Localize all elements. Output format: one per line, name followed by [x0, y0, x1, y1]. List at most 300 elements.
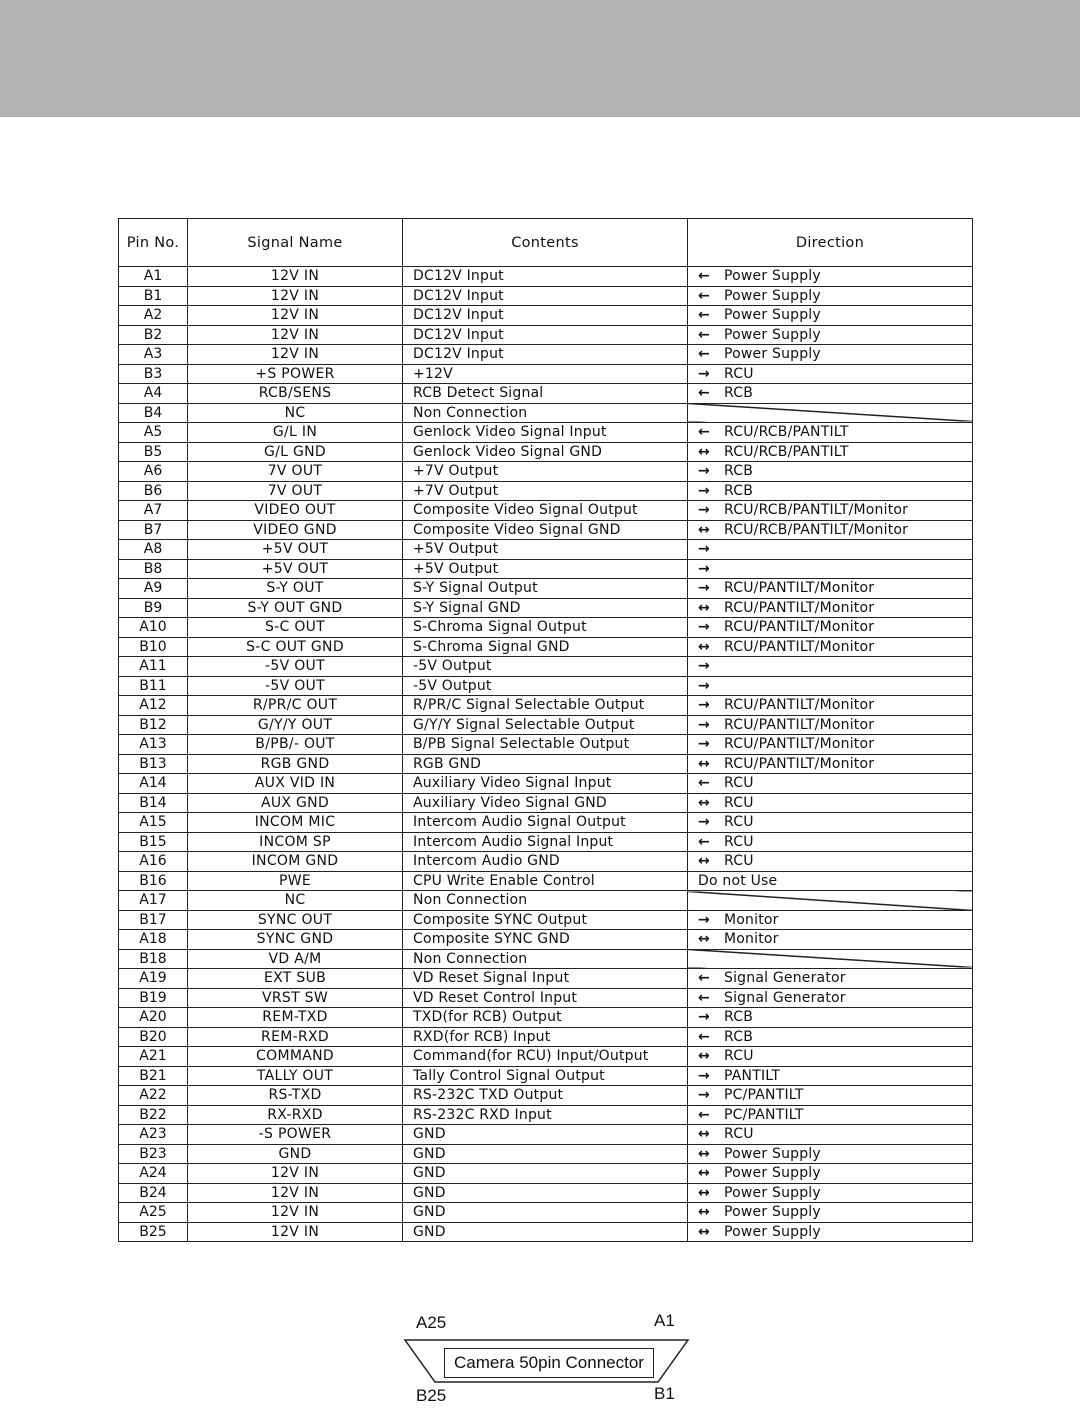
- direction-arrow-icon: ↔: [698, 1145, 710, 1162]
- direction-cell: [688, 1008, 973, 1028]
- pin-cell: A2: [119, 306, 188, 326]
- table-row: [119, 1183, 973, 1203]
- direction-target: RCU: [724, 833, 754, 850]
- signal-name-cell: +5V OUT: [188, 559, 403, 579]
- connector-label-b25: B25: [416, 1386, 447, 1405]
- table-row: [119, 306, 973, 326]
- direction-cell: [688, 852, 973, 872]
- direction-target: RCU: [724, 853, 754, 870]
- header-contents: Contents: [403, 219, 688, 267]
- signal-name-cell: SYNC GND: [188, 930, 403, 950]
- table-row: [119, 930, 973, 950]
- table-row: [119, 910, 973, 930]
- direction-arrow-icon: ←: [698, 326, 710, 343]
- table-row: [119, 852, 973, 872]
- direction-cell: [688, 988, 973, 1008]
- table-row: [119, 423, 973, 443]
- contents-cell: GND: [403, 1183, 688, 1203]
- direction-cell: [688, 325, 973, 345]
- pin-cell: A16: [119, 852, 188, 872]
- direction-cell: [688, 520, 973, 540]
- direction-arrow-icon: ←: [698, 268, 710, 285]
- signal-name-cell: 12V IN: [188, 286, 403, 306]
- contents-cell: GND: [403, 1222, 688, 1242]
- table-header-row: [119, 219, 973, 267]
- signal-name-cell: 12V IN: [188, 267, 403, 287]
- signal-name-cell: INCOM SP: [188, 832, 403, 852]
- table-row: [119, 384, 973, 404]
- table-row: [119, 559, 973, 579]
- pin-cell: B4: [119, 403, 188, 423]
- table-row: [119, 540, 973, 560]
- pin-cell: A21: [119, 1047, 188, 1067]
- direction-cell: [688, 1105, 973, 1125]
- contents-cell: GND: [403, 1164, 688, 1184]
- direction-cell: [688, 657, 973, 677]
- table-row: [119, 481, 973, 501]
- direction-arrow-icon: →: [698, 580, 710, 597]
- pin-cell: B11: [119, 676, 188, 696]
- table-row: [119, 1047, 973, 1067]
- signal-name-cell: SYNC OUT: [188, 910, 403, 930]
- contents-cell: +5V Output: [403, 540, 688, 560]
- signal-name-cell: VD A/M: [188, 949, 403, 969]
- pin-cell: A15: [119, 813, 188, 833]
- signal-name-cell: 12V IN: [188, 1203, 403, 1223]
- table-row: [119, 403, 973, 423]
- direction-cell: [688, 774, 973, 794]
- signal-name-cell: NC: [188, 403, 403, 423]
- signal-name-cell: G/L GND: [188, 442, 403, 462]
- table-row: [119, 774, 973, 794]
- table-row: [119, 1008, 973, 1028]
- pin-cell: B5: [119, 442, 188, 462]
- pin-cell: A3: [119, 345, 188, 365]
- pin-cell: A4: [119, 384, 188, 404]
- direction-cell: [688, 891, 973, 911]
- pin-cell: B15: [119, 832, 188, 852]
- direction-target: Power Supply: [724, 1204, 821, 1221]
- contents-cell: Composite Video Signal GND: [403, 520, 688, 540]
- direction-cell: [688, 598, 973, 618]
- direction-arrow-icon: →: [698, 814, 710, 831]
- direction-cell: [688, 442, 973, 462]
- pin-table-body: [119, 267, 973, 1242]
- direction-target: RCU/RCB/PANTILT/Monitor: [724, 502, 909, 519]
- connector-label-b1: B1: [654, 1384, 675, 1403]
- direction-target: PANTILT: [724, 1067, 781, 1084]
- contents-cell: Auxiliary Video Signal GND: [403, 793, 688, 813]
- table-row: [119, 871, 973, 891]
- direction-target: Do not Use: [698, 872, 778, 889]
- direction-target: Monitor: [724, 911, 779, 928]
- direction-arrow-icon: ↔: [698, 599, 710, 616]
- pin-cell: B7: [119, 520, 188, 540]
- contents-cell: RCB Detect Signal: [403, 384, 688, 404]
- pin-cell: A25: [119, 1203, 188, 1223]
- direction-cell: [688, 345, 973, 365]
- contents-cell: DC12V Input: [403, 345, 688, 365]
- contents-cell: Intercom Audio GND: [403, 852, 688, 872]
- signal-name-cell: AUX GND: [188, 793, 403, 813]
- direction-target: Power Supply: [724, 1223, 821, 1240]
- contents-cell: Composite Video Signal Output: [403, 501, 688, 521]
- direction-target: PC/PANTILT: [724, 1087, 804, 1104]
- pin-cell: A7: [119, 501, 188, 521]
- table-row: [119, 1144, 973, 1164]
- contents-cell: Genlock Video Signal GND: [403, 442, 688, 462]
- direction-cell: [688, 735, 973, 755]
- contents-cell: S-Y Signal GND: [403, 598, 688, 618]
- contents-cell: RS-232C RXD Input: [403, 1105, 688, 1125]
- table-row: [119, 598, 973, 618]
- contents-cell: Genlock Video Signal Input: [403, 423, 688, 443]
- contents-cell: DC12V Input: [403, 306, 688, 326]
- contents-cell: +7V Output: [403, 481, 688, 501]
- pin-cell: A10: [119, 618, 188, 638]
- pin-cell: B20: [119, 1027, 188, 1047]
- direction-cell: [688, 1144, 973, 1164]
- direction-cell: [688, 267, 973, 287]
- direction-cell: [688, 579, 973, 599]
- pin-cell: B9: [119, 598, 188, 618]
- signal-name-cell: RGB GND: [188, 754, 403, 774]
- direction-cell: [688, 1086, 973, 1106]
- pin-cell: A22: [119, 1086, 188, 1106]
- contents-cell: Non Connection: [403, 403, 688, 423]
- table-row: [119, 696, 973, 716]
- table-row: [119, 286, 973, 306]
- direction-target: RCU: [724, 365, 754, 382]
- contents-cell: S-Y Signal Output: [403, 579, 688, 599]
- table-row: [119, 969, 973, 989]
- pin-cell: B3: [119, 364, 188, 384]
- pin-cell: B12: [119, 715, 188, 735]
- signal-name-cell: 12V IN: [188, 1164, 403, 1184]
- direction-arrow-icon: ←: [698, 833, 710, 850]
- direction-arrow-icon: ↔: [698, 1223, 710, 1240]
- direction-arrow-icon: ←: [698, 287, 710, 304]
- direction-arrow-icon: →: [698, 365, 710, 382]
- pin-cell: A23: [119, 1125, 188, 1145]
- direction-target: Power Supply: [724, 346, 821, 363]
- pin-cell: A11: [119, 657, 188, 677]
- direction-target: Power Supply: [724, 1165, 821, 1182]
- direction-target: Power Supply: [724, 287, 821, 304]
- direction-cell: [688, 1047, 973, 1067]
- direction-arrow-icon: ←: [698, 775, 710, 792]
- table-row: [119, 442, 973, 462]
- connector-title: Camera 50pin Connector: [444, 1348, 654, 1378]
- table-row: [119, 813, 973, 833]
- contents-cell: S-Chroma Signal GND: [403, 637, 688, 657]
- table-row: [119, 325, 973, 345]
- pin-cell: B6: [119, 481, 188, 501]
- direction-cell: [688, 696, 973, 716]
- signal-name-cell: S-Y OUT GND: [188, 598, 403, 618]
- table-row: [119, 715, 973, 735]
- table-row: [119, 364, 973, 384]
- signal-name-cell: 12V IN: [188, 1183, 403, 1203]
- table-row: [119, 657, 973, 677]
- pin-cell: B22: [119, 1105, 188, 1125]
- signal-name-cell: G/L IN: [188, 423, 403, 443]
- table-row: [119, 618, 973, 638]
- direction-cell: [688, 910, 973, 930]
- direction-arrow-icon: ↔: [698, 1048, 710, 1065]
- table-row: [119, 988, 973, 1008]
- pin-cell: B14: [119, 793, 188, 813]
- direction-cell: [688, 1203, 973, 1223]
- table-row: [119, 1066, 973, 1086]
- signal-name-cell: VIDEO OUT: [188, 501, 403, 521]
- signal-name-cell: RX-RXD: [188, 1105, 403, 1125]
- direction-cell: [688, 1066, 973, 1086]
- contents-cell: Tally Control Signal Output: [403, 1066, 688, 1086]
- direction-target: RCU/PANTILT/Monitor: [724, 697, 875, 714]
- contents-cell: Auxiliary Video Signal Input: [403, 774, 688, 794]
- direction-arrow-icon: ←: [698, 989, 710, 1006]
- direction-arrow-icon: ↔: [698, 794, 710, 811]
- direction-target: RCB: [724, 385, 754, 402]
- signal-name-cell: +5V OUT: [188, 540, 403, 560]
- contents-cell: GND: [403, 1125, 688, 1145]
- table-row: [119, 1105, 973, 1125]
- contents-cell: RXD(for RCB) Input: [403, 1027, 688, 1047]
- table-row: [119, 1086, 973, 1106]
- direction-arrow-icon: ↔: [698, 853, 710, 870]
- direction-arrow-icon: ↔: [698, 521, 710, 538]
- direction-target: RCU/PANTILT/Monitor: [724, 716, 875, 733]
- connector-label-a1: A1: [654, 1311, 675, 1330]
- direction-cell: [688, 793, 973, 813]
- direction-arrow-icon: →: [698, 697, 710, 714]
- pin-cell: B8: [119, 559, 188, 579]
- contents-cell: +7V Output: [403, 462, 688, 482]
- pin-cell: A14: [119, 774, 188, 794]
- direction-arrow-icon: ↔: [698, 1126, 710, 1143]
- pin-assignment-table: [118, 218, 973, 1242]
- direction-target: RCU: [724, 1126, 754, 1143]
- direction-cell: [688, 403, 973, 423]
- direction-cell: [688, 715, 973, 735]
- direction-cell: [688, 754, 973, 774]
- direction-cell: [688, 423, 973, 443]
- table-row: [119, 676, 973, 696]
- direction-arrow-icon: ←: [698, 346, 710, 363]
- header-direction: Direction: [688, 219, 973, 267]
- contents-cell: R/PR/C Signal Selectable Output: [403, 696, 688, 716]
- contents-cell: S-Chroma Signal Output: [403, 618, 688, 638]
- direction-arrow-icon: →: [698, 736, 710, 753]
- pin-cell: A5: [119, 423, 188, 443]
- signal-name-cell: 12V IN: [188, 325, 403, 345]
- direction-arrow-icon: →: [698, 911, 710, 928]
- direction-cell: [688, 540, 973, 560]
- signal-name-cell: VRST SW: [188, 988, 403, 1008]
- contents-cell: VD Reset Control Input: [403, 988, 688, 1008]
- direction-cell: [688, 1164, 973, 1184]
- direction-arrow-icon: ←: [698, 1106, 710, 1123]
- pin-cell: A13: [119, 735, 188, 755]
- contents-cell: RS-232C TXD Output: [403, 1086, 688, 1106]
- pin-cell: B17: [119, 910, 188, 930]
- direction-cell: [688, 949, 973, 969]
- direction-arrow-icon: ←: [698, 307, 710, 324]
- signal-name-cell: PWE: [188, 871, 403, 891]
- direction-arrow-icon: →: [698, 541, 710, 558]
- connector-diagram: [400, 1305, 700, 1415]
- direction-target: Power Supply: [724, 1184, 821, 1201]
- pin-cell: B24: [119, 1183, 188, 1203]
- direction-cell: [688, 364, 973, 384]
- direction-arrow-icon: ↔: [698, 638, 710, 655]
- table-row: [119, 1203, 973, 1223]
- contents-cell: TXD(for RCB) Output: [403, 1008, 688, 1028]
- signal-name-cell: RS-TXD: [188, 1086, 403, 1106]
- direction-target: RCB: [724, 463, 754, 480]
- direction-target: RCU/PANTILT/Monitor: [724, 736, 875, 753]
- table-row: [119, 754, 973, 774]
- direction-arrow-icon: ←: [698, 1028, 710, 1045]
- contents-cell: Intercom Audio Signal Output: [403, 813, 688, 833]
- direction-cell: [688, 286, 973, 306]
- contents-cell: VD Reset Signal Input: [403, 969, 688, 989]
- direction-arrow-icon: ↔: [698, 931, 710, 948]
- direction-arrow-icon: →: [698, 716, 710, 733]
- signal-name-cell: COMMAND: [188, 1047, 403, 1067]
- pin-cell: B25: [119, 1222, 188, 1242]
- pin-cell: B2: [119, 325, 188, 345]
- direction-cell: [688, 676, 973, 696]
- direction-arrow-icon: →: [698, 560, 710, 577]
- direction-arrow-icon: ↔: [698, 1165, 710, 1182]
- direction-arrow-icon: →: [698, 658, 710, 675]
- contents-cell: Non Connection: [403, 949, 688, 969]
- contents-cell: B/PB Signal Selectable Output: [403, 735, 688, 755]
- pin-cell: A9: [119, 579, 188, 599]
- direction-target: RCU/PANTILT/Monitor: [724, 755, 875, 772]
- direction-cell: [688, 832, 973, 852]
- pin-cell: B16: [119, 871, 188, 891]
- direction-target: RCU: [724, 1048, 754, 1065]
- pin-cell: A12: [119, 696, 188, 716]
- table-row: [119, 1027, 973, 1047]
- direction-arrow-icon: →: [698, 482, 710, 499]
- header-signal-name: Signal Name: [188, 219, 403, 267]
- direction-target: RCU/RCB/PANTILT: [724, 424, 849, 441]
- direction-arrow-icon: ←: [698, 385, 710, 402]
- direction-arrow-icon: ←: [698, 424, 710, 441]
- pin-cell: A24: [119, 1164, 188, 1184]
- direction-cell: [688, 1183, 973, 1203]
- signal-name-cell: INCOM GND: [188, 852, 403, 872]
- contents-cell: +5V Output: [403, 559, 688, 579]
- pin-cell: A20: [119, 1008, 188, 1028]
- direction-cell: [688, 637, 973, 657]
- contents-cell: Command(for RCU) Input/Output: [403, 1047, 688, 1067]
- direction-target: RCU/RCB/PANTILT/Monitor: [724, 521, 909, 538]
- contents-cell: DC12V Input: [403, 286, 688, 306]
- table-row: [119, 579, 973, 599]
- signal-name-cell: -5V OUT: [188, 676, 403, 696]
- direction-target: RCU/PANTILT/Monitor: [724, 599, 875, 616]
- signal-name-cell: NC: [188, 891, 403, 911]
- direction-arrow-icon: ↔: [698, 1184, 710, 1201]
- pin-cell: A18: [119, 930, 188, 950]
- table-row: [119, 345, 973, 365]
- signal-name-cell: S-C OUT GND: [188, 637, 403, 657]
- pin-cell: B13: [119, 754, 188, 774]
- signal-name-cell: INCOM MIC: [188, 813, 403, 833]
- contents-cell: -5V Output: [403, 657, 688, 677]
- table-row: [119, 793, 973, 813]
- direction-cell: [688, 481, 973, 501]
- contents-cell: DC12V Input: [403, 267, 688, 287]
- signal-name-cell: -5V OUT: [188, 657, 403, 677]
- direction-arrow-icon: ↔: [698, 755, 710, 772]
- direction-arrow-icon: ←: [698, 970, 710, 987]
- signal-name-cell: VIDEO GND: [188, 520, 403, 540]
- contents-cell: +12V: [403, 364, 688, 384]
- contents-cell: G/Y/Y Signal Selectable Output: [403, 715, 688, 735]
- pin-cell: A8: [119, 540, 188, 560]
- pin-cell: B1: [119, 286, 188, 306]
- direction-target: RCB: [724, 1009, 754, 1026]
- direction-target: RCU: [724, 794, 754, 811]
- direction-arrow-icon: ↔: [698, 443, 710, 460]
- table-row: [119, 949, 973, 969]
- signal-name-cell: 7V OUT: [188, 481, 403, 501]
- direction-cell: [688, 1027, 973, 1047]
- table-row: [119, 891, 973, 911]
- contents-cell: GND: [403, 1144, 688, 1164]
- direction-target: Power Supply: [724, 1145, 821, 1162]
- direction-cell: [688, 559, 973, 579]
- signal-name-cell: 12V IN: [188, 306, 403, 326]
- direction-target: RCU/RCB/PANTILT: [724, 443, 849, 460]
- table-row: [119, 501, 973, 521]
- header-pin-no: Pin No.: [119, 219, 188, 267]
- contents-cell: Intercom Audio Signal Input: [403, 832, 688, 852]
- direction-target: PC/PANTILT: [724, 1106, 804, 1123]
- contents-cell: Composite SYNC Output: [403, 910, 688, 930]
- signal-name-cell: +S POWER: [188, 364, 403, 384]
- direction-target: Power Supply: [724, 307, 821, 324]
- direction-arrow-icon: →: [698, 502, 710, 519]
- direction-cell: [688, 1125, 973, 1145]
- signal-name-cell: S-Y OUT: [188, 579, 403, 599]
- contents-cell: GND: [403, 1203, 688, 1223]
- signal-name-cell: B/PB/- OUT: [188, 735, 403, 755]
- table-row: [119, 1222, 973, 1242]
- table-row: [119, 637, 973, 657]
- pin-cell: B19: [119, 988, 188, 1008]
- signal-name-cell: REM-TXD: [188, 1008, 403, 1028]
- direction-target: Signal Generator: [724, 970, 846, 987]
- direction-arrow-icon: →: [698, 677, 710, 694]
- signal-name-cell: AUX VID IN: [188, 774, 403, 794]
- table-row: [119, 1125, 973, 1145]
- direction-cell: [688, 1222, 973, 1242]
- table-row: [119, 832, 973, 852]
- direction-cell: [688, 813, 973, 833]
- table-row: [119, 735, 973, 755]
- direction-arrow-icon: →: [698, 1067, 710, 1084]
- direction-arrow-icon: ↔: [698, 1204, 710, 1221]
- direction-target: RCU/PANTILT/Monitor: [724, 619, 875, 636]
- pin-cell: A19: [119, 969, 188, 989]
